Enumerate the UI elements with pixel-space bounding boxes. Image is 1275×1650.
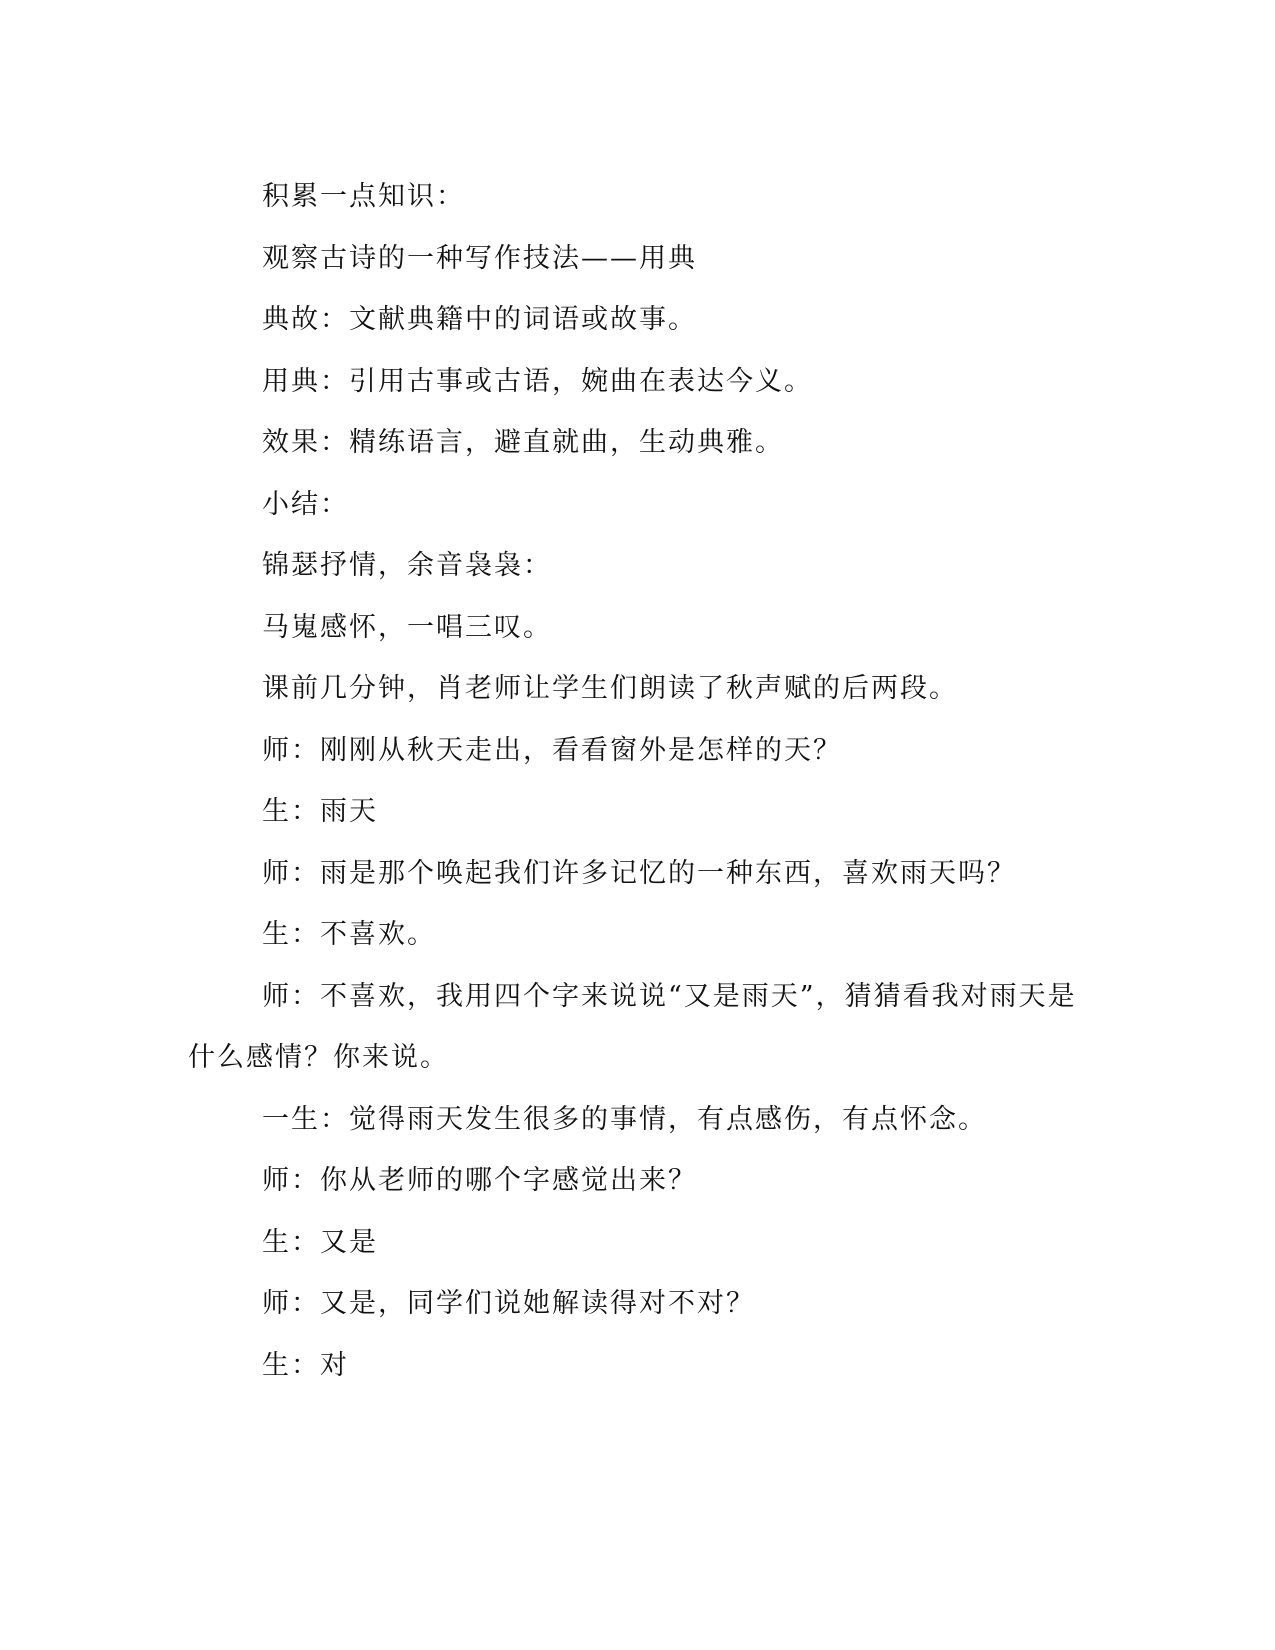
paragraph-allusion-definition: 典故：文献典籍中的词语或故事。 [262,304,697,335]
dialogue-line: 师：雨是那个唤起我们许多记忆的一种东西，喜欢雨天吗？ [262,857,1016,889]
paragraph-class-intro: 课前几分钟，肖老师让学生们朗读了秋声赋的后两段。 [262,673,958,704]
paragraph-use-allusion: 用典：引用古事或古语，婉曲在表达今义。 [262,365,813,397]
dialogue-line: 生：雨天 [262,796,378,827]
dialogue-line: 师：你从老师的哪个字感觉出来？ [262,1165,697,1196]
paragraph-technique: 观察古诗的一种写作技法——用典 [262,242,697,274]
document-body [188,166,1078,1396]
paragraph-summary-line-1: 锦瑟抒情，余音袅袅： [262,550,552,581]
dialogue-line: 师：不喜欢，我用四个字来说说“又是雨天”，猜猜看我对雨天是什么感情？你来说。 [188,980,1077,1073]
dialogue-line: 生：对 [262,1349,349,1381]
paragraph-effect: 效果：精练语言，避直就曲，生动典雅。 [262,427,784,458]
paragraph-summary-line-2: 马嵬感怀，一唱三叹。 [262,611,552,643]
paragraph-summary-heading: 小结： [262,488,349,520]
dialogue-line: 师：刚刚从秋天走出，看看窗外是怎样的天？ [262,734,842,766]
dialogue-line: 生：又是 [262,1226,378,1258]
dialogue-line: 生：不喜欢。 [262,919,436,950]
dialogue-line: 师：又是，同学们说她解读得对不对？ [262,1288,755,1319]
dialogue-line: 一生：觉得雨天发生很多的事情，有点感伤，有点怀念。 [262,1103,987,1135]
paragraph-knowledge-heading: 积累一点知识： [262,181,465,212]
